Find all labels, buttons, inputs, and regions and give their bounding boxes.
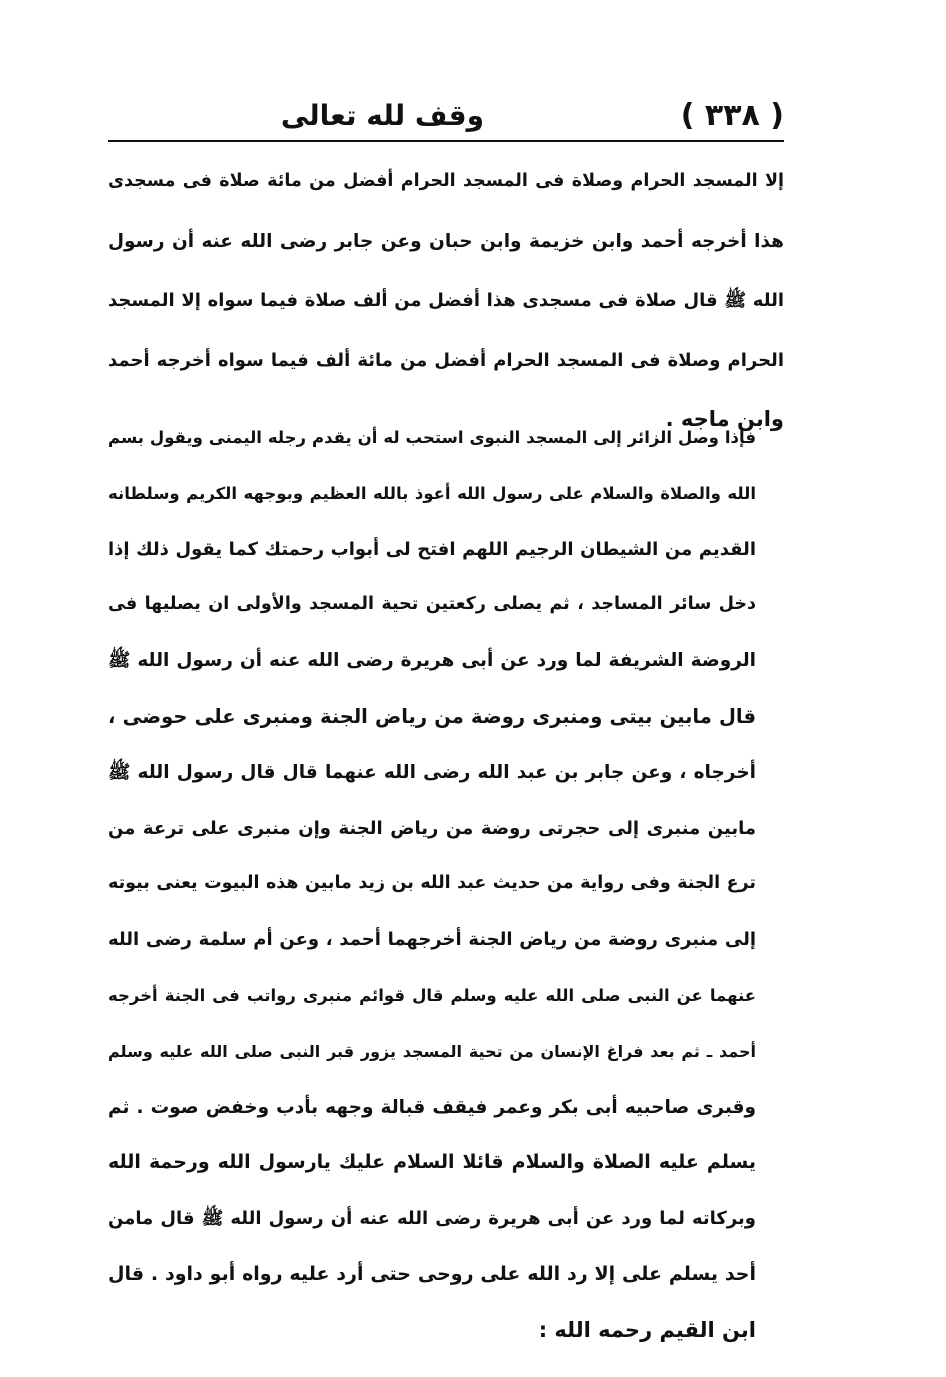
page-number: ( ٣٣٨ )	[680, 98, 784, 133]
running-title: وقف لله تعالى	[280, 99, 484, 132]
text-line: ابن القيم رحمه الله :	[538, 1317, 756, 1342]
text-line: أحمد ـ ثم بعد فراغ الإنسان من تحية المسجد يزور قبر النبى صلى الله عليه وسلم	[108, 1041, 756, 1061]
text-line: عنهما عن النبى صلى الله عليه وسلم قال قوائم منبرى رواتب فى الجنة أخرجه	[108, 985, 756, 1005]
text-line: وبركاته لما ورد عن أبى هريرة رضى الله عنه أن رسول الله ﷺ قال مامن	[108, 1208, 756, 1230]
text-line: مابين منبرى إلى حجرتى روضة من رياض الجنة وإن منبرى على ترعة من	[108, 817, 756, 839]
text-line: وابن ماجه .	[665, 407, 784, 431]
text-line: الروضة الشريفة لما ورد عن أبى هريرة رضى الله عنه أن رسول الله ﷺ	[108, 650, 756, 672]
text-line: دخل سائر المساجد ، ثم يصلى ركعتين تحية المسجد والأولى ان يصليها فى	[108, 594, 756, 615]
page-header	[108, 92, 784, 140]
text-line: هذا أخرجه أحمد وابن خزيمة وابن حبان وعن جابر رضى الله عنه أن رسول	[108, 230, 784, 252]
text-line: القديم من الشيطان الرجيم اللهم افتح لى أبواب رحمتك كما يقول ذلك إذا	[108, 538, 756, 560]
text-line: إلى منبرى روضة من رياض الجنة أخرجهما أحمد ، وعن أم سلمة رضى الله	[108, 929, 756, 951]
text-line: الله ﷺ قال صلاة فى مسجدى هذا أفضل من ألف صلاة فيما سواه إلا المسجد	[108, 290, 784, 311]
text-line: أحد يسلم على إلا رد الله على روحى حتى أرد عليه رواه أبو داود . قال	[108, 1262, 756, 1285]
paragraph-1	[108, 152, 784, 450]
text-line: الحرام وصلاة فى المسجد الحرام أفضل من مائة ألف فيما سواه أخرجه أحمد	[108, 349, 784, 371]
text-line: الله والصلاة والسلام على رسول الله أعوذ بالله العظيم وبوجهه الكريم وسلطانه	[108, 483, 756, 503]
text-line: أخرجاه ، وعن جابر بن عبد الله رضى الله عنهما قال قال رسول الله ﷺ	[108, 761, 756, 783]
paragraph-2	[108, 410, 784, 1359]
header-rule	[108, 140, 784, 142]
text-line: إلا المسجد الحرام وصلاة فى المسجد الحرام أفضل من مائة صلاة فى مسجدى	[108, 171, 784, 191]
text-line: ترع الجنة وفى رواية من حديث عبد الله بن زيد مابين هذه البيوت يعنى بيوته	[108, 873, 756, 894]
text-line: يسلم عليه الصلاة والسلام قائلا السلام عليك يارسول الله ورحمة الله	[108, 1151, 756, 1174]
text-line: وقبرى صاحبيه أبى بكر وعمر فيقف قبالة وجهه بأدب وخفض صوت . ثم	[108, 1096, 756, 1118]
text-line: فإذا وصل الزائر إلى المسجد النبوى استحب له أن يقدم رجله اليمنى ويقول بسم	[108, 428, 756, 447]
text-line: قال مابين بيتى ومنبرى روضة من رياض الجنة ومنبرى على حوضى ،	[108, 704, 756, 728]
